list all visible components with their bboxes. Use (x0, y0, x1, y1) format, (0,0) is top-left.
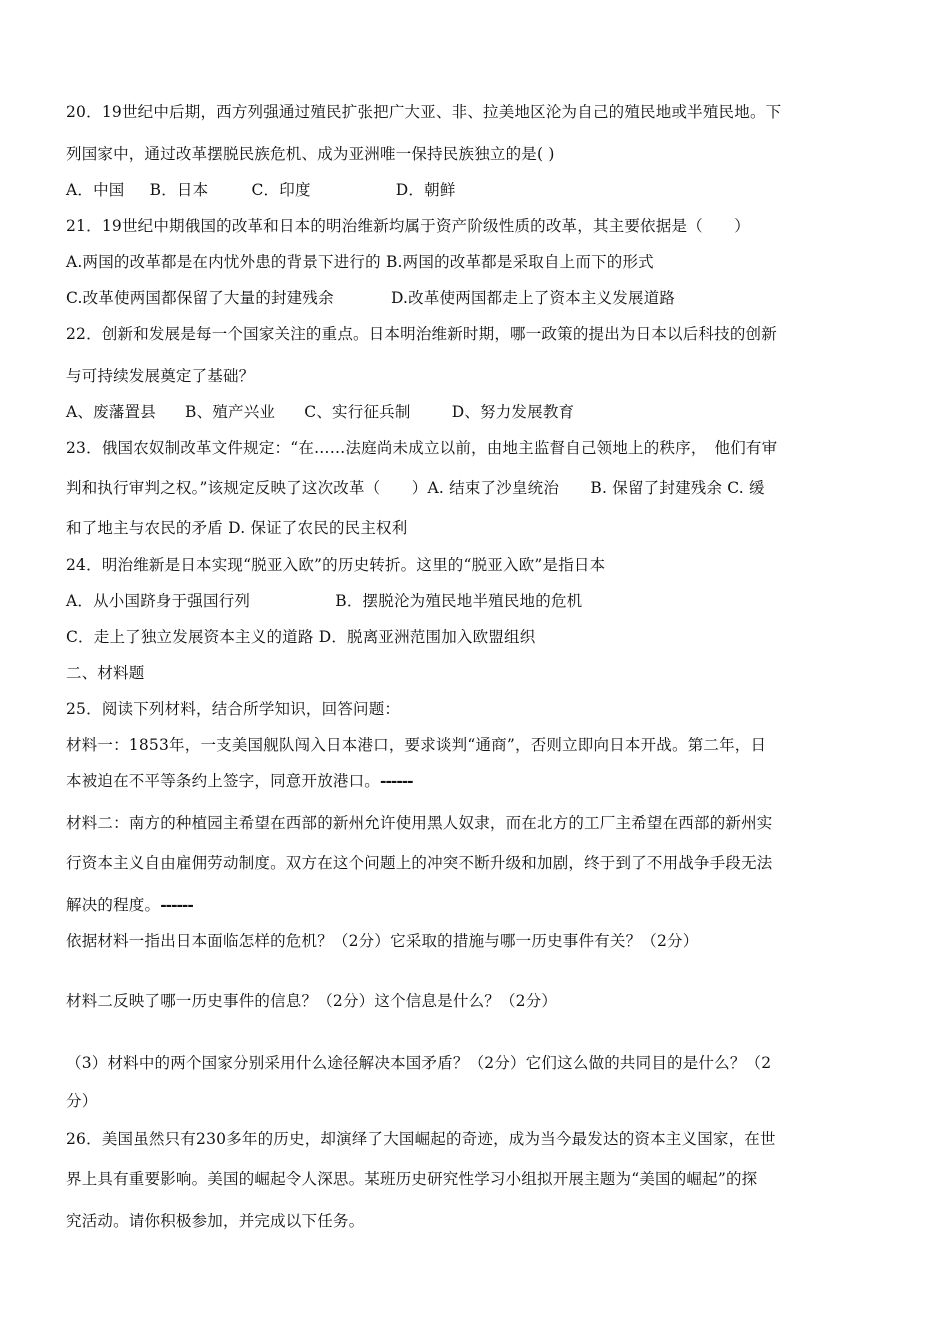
q20-option-d: D．朝鲜 (395, 181, 456, 199)
q25-material1-text: 本被迫在不平等条约上签字，同意开放港口。 (66, 772, 381, 790)
q25-material1-line2 (66, 771, 413, 791)
q25-subquestion-3-line1: （3）材料中的两个国家分别采用什么途径解决本国矛盾？（2分）它们这么做的共同目的是什么？（2 (66, 1054, 772, 1072)
q23-line1: 23．俄国农奴制改革文件规定：“在……法庭尚未成立以前，由地主监督自己领地上的秩序， 他们有审 (66, 439, 778, 457)
q26-line1: 26．美国虽然只有230多年的历史，却演绎了大国崛起的奇迹，成为当今最发达的资本主义国家，在世 (66, 1130, 776, 1148)
q25-material2-line1: 材料二：南方的种植园主希望在西部的新州允许使用黑人奴隶，而在北方的工厂主希望在西部的新州实 (66, 814, 773, 832)
q21-stem: 21．19世纪中期俄国的改革和日本的明治维新均属于资产阶级性质的改革，其主要依据是（ ） (66, 217, 750, 235)
section-title: 二、材料题 (66, 664, 145, 682)
q24-option-a: A．从小国跻身于强国行列 (66, 592, 251, 610)
q22-options (66, 402, 574, 422)
q21-options-ab: A.两国的改革都是在内忧外患的背景下进行的 B.两国的改革都是采取自上而下的形式 (66, 253, 654, 271)
q25-material2-text: 解决的程度。 (66, 896, 161, 914)
q20-option-b: B．日本 (149, 181, 209, 199)
q25-subquestion-3-line2: 分） (66, 1092, 98, 1110)
q25-material2-line3 (66, 895, 193, 915)
q22-option-b: B、殖产兴业 (185, 403, 276, 421)
q21-option-c: C.改革使两国都保留了大量的封建残余 (66, 289, 334, 307)
q25-subquestion-1: 依据材料一指出日本面临怎样的危机？（2分）它采取的措施与哪一历史事件有关？（2分） (66, 932, 699, 950)
q22-option-d: D、努力发展教育 (451, 403, 575, 421)
q20-option-c: C．印度 (251, 181, 311, 199)
q25-material1-line1: 材料一：1853年，一支美国舰队闯入日本港口，要求谈判“通商”，否则立即向日本开战。第二年，日 (66, 736, 767, 754)
q20-option-a: A．中国 (66, 181, 125, 199)
q22-line2: 与可持续发展奠定了基础？ (66, 367, 255, 385)
q26-line3: 究活动。请你积极参加，并完成以下任务。 (66, 1212, 365, 1230)
q25-stem: 25．阅读下列材料，结合所学知识，回答问题： (66, 700, 401, 718)
q25-material1-dash: ------ (380, 771, 413, 790)
q21-options-cd (66, 288, 675, 308)
q23-line2: 判和执行审判之权。”该规定反映了这次改革（ ）A. 结束了沙皇统治 B. 保留了封建残余 C. 缓 (66, 479, 765, 497)
q24-option-b: B．摆脱沦为殖民地半殖民地的危机 (335, 592, 583, 610)
q20-line1: 20．19世纪中后期，西方列强通过殖民扩张把广大亚、非、拉美地区沦为自己的殖民地或半殖民地。下 (66, 103, 782, 121)
q22-option-a: A、废藩置县 (66, 403, 156, 421)
q22-option-c: C、实行征兵制 (304, 403, 411, 421)
q25-material2-dash: ------ (160, 895, 193, 914)
q26-line2: 界上具有重要影响。美国的崛起令人深思。某班历史研究性学习小组拟开展主题为“美国的崛起”的探 (66, 1170, 758, 1188)
q21-option-d: D.改革使两国都走上了资本主义发展道路 (390, 289, 676, 307)
q23-line3: 和了地主与农民的矛盾 D. 保证了农民的民主权利 (66, 519, 408, 537)
q24-options-ab (66, 591, 582, 611)
q24-options-cd: C．走上了独立发展资本主义的道路 D．脱离亚洲范围加入欧盟组织 (66, 628, 536, 646)
q25-material2-line2: 行资本主义自由雇佣劳动制度。双方在这个问题上的冲突不断升级和加剧，终于到了不用战争手段无法 (66, 854, 773, 872)
q24-stem: 24．明治维新是日本实现“脱亚入欧”的历史转折。这里的“脱亚入欧”是指日本 (66, 556, 606, 574)
q20-line2: 列国家中，通过改革摆脱民族危机、成为亚洲唯一保持民族独立的是( ) (66, 145, 555, 163)
q22-line1: 22．创新和发展是每一个国家关注的重点。日本明治维新时期，哪一政策的提出为日本以后科技的创新 (66, 325, 777, 343)
q25-subquestion-2: 材料二反映了哪一历史事件的信息？（2分）这个信息是什么？（2分） (66, 992, 558, 1010)
q20-options (66, 180, 456, 200)
